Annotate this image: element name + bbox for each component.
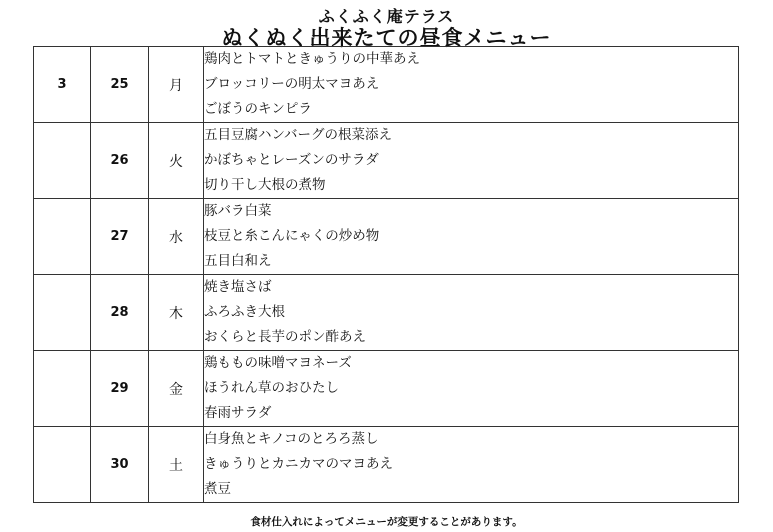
date-cell: 28 (91, 275, 149, 351)
dish-item: 五目豆腐ハンバーグの根菜添え (204, 127, 393, 143)
lunch-menu-table (33, 46, 739, 503)
weekday-cell: 金 (149, 351, 204, 427)
month-cell (34, 427, 91, 503)
dish-item: おくらと長芋のポン酢あえ (204, 329, 366, 345)
dish-item: ふろふき大根 (204, 304, 285, 320)
dish-item: きゅうりとカニカマのマヨあえ (204, 456, 393, 472)
dish-item: 切り干し大根の煮物 (204, 177, 326, 193)
menu-change-notice: 食材仕入れによってメニューが変更することがあります。 (250, 516, 523, 528)
menu-row-25 (34, 47, 739, 123)
dish-item: 豚バラ白菜 (204, 203, 272, 219)
dish-item: 煮豆 (204, 481, 231, 497)
dish-item: 鶏肉とトマトときゅうりの中華あえ (204, 51, 420, 67)
dish-item: 枝豆と糸こんにゃくの炒め物 (204, 228, 380, 244)
menu-row-26 (34, 123, 739, 199)
weekday-cell: 火 (149, 123, 204, 199)
month-cell (34, 199, 91, 275)
weekday-cell: 月 (149, 47, 204, 123)
dishes-cell (204, 199, 739, 275)
page-title: ぬくぬく出来たての昼食メニュー (221, 26, 552, 50)
dishes-cell (204, 427, 739, 503)
date-cell: 30 (91, 427, 149, 503)
dishes-cell (204, 47, 739, 123)
dish-item: 焼き塩さば (204, 279, 272, 295)
date-cell: 25 (91, 47, 149, 123)
restaurant-name: ふくふく庵テラス (318, 7, 455, 26)
dishes-cell (204, 123, 739, 199)
date-cell: 26 (91, 123, 149, 199)
month-cell: 3 (34, 47, 91, 123)
dish-item: 春雨サラダ (204, 405, 272, 421)
dish-item: 鶏ももの味噌マヨネーズ (204, 355, 352, 371)
month-cell (34, 275, 91, 351)
menu-row-29 (34, 351, 739, 427)
dish-item: ほうれん草のおひたし (204, 380, 339, 396)
dishes-cell (204, 275, 739, 351)
dish-item: ブロッコリーの明太マヨあえ (204, 76, 380, 92)
month-cell (34, 351, 91, 427)
dish-item: かぼちゃとレーズンのサラダ (204, 152, 379, 168)
menu-row-27 (34, 199, 739, 275)
date-cell: 29 (91, 351, 149, 427)
dish-item: 五目白和え (204, 253, 272, 269)
month-cell (34, 123, 91, 199)
weekday-cell: 水 (149, 199, 204, 275)
menu-row-28 (34, 275, 739, 351)
weekday-cell: 土 (149, 427, 204, 503)
weekday-cell: 木 (149, 275, 204, 351)
menu-row-30 (34, 427, 739, 503)
dish-item: 白身魚とキノコのとろろ蒸し (204, 431, 379, 447)
dish-item: ごぼうのキンピラ (204, 101, 312, 117)
dishes-cell (204, 351, 739, 427)
date-cell: 27 (91, 199, 149, 275)
